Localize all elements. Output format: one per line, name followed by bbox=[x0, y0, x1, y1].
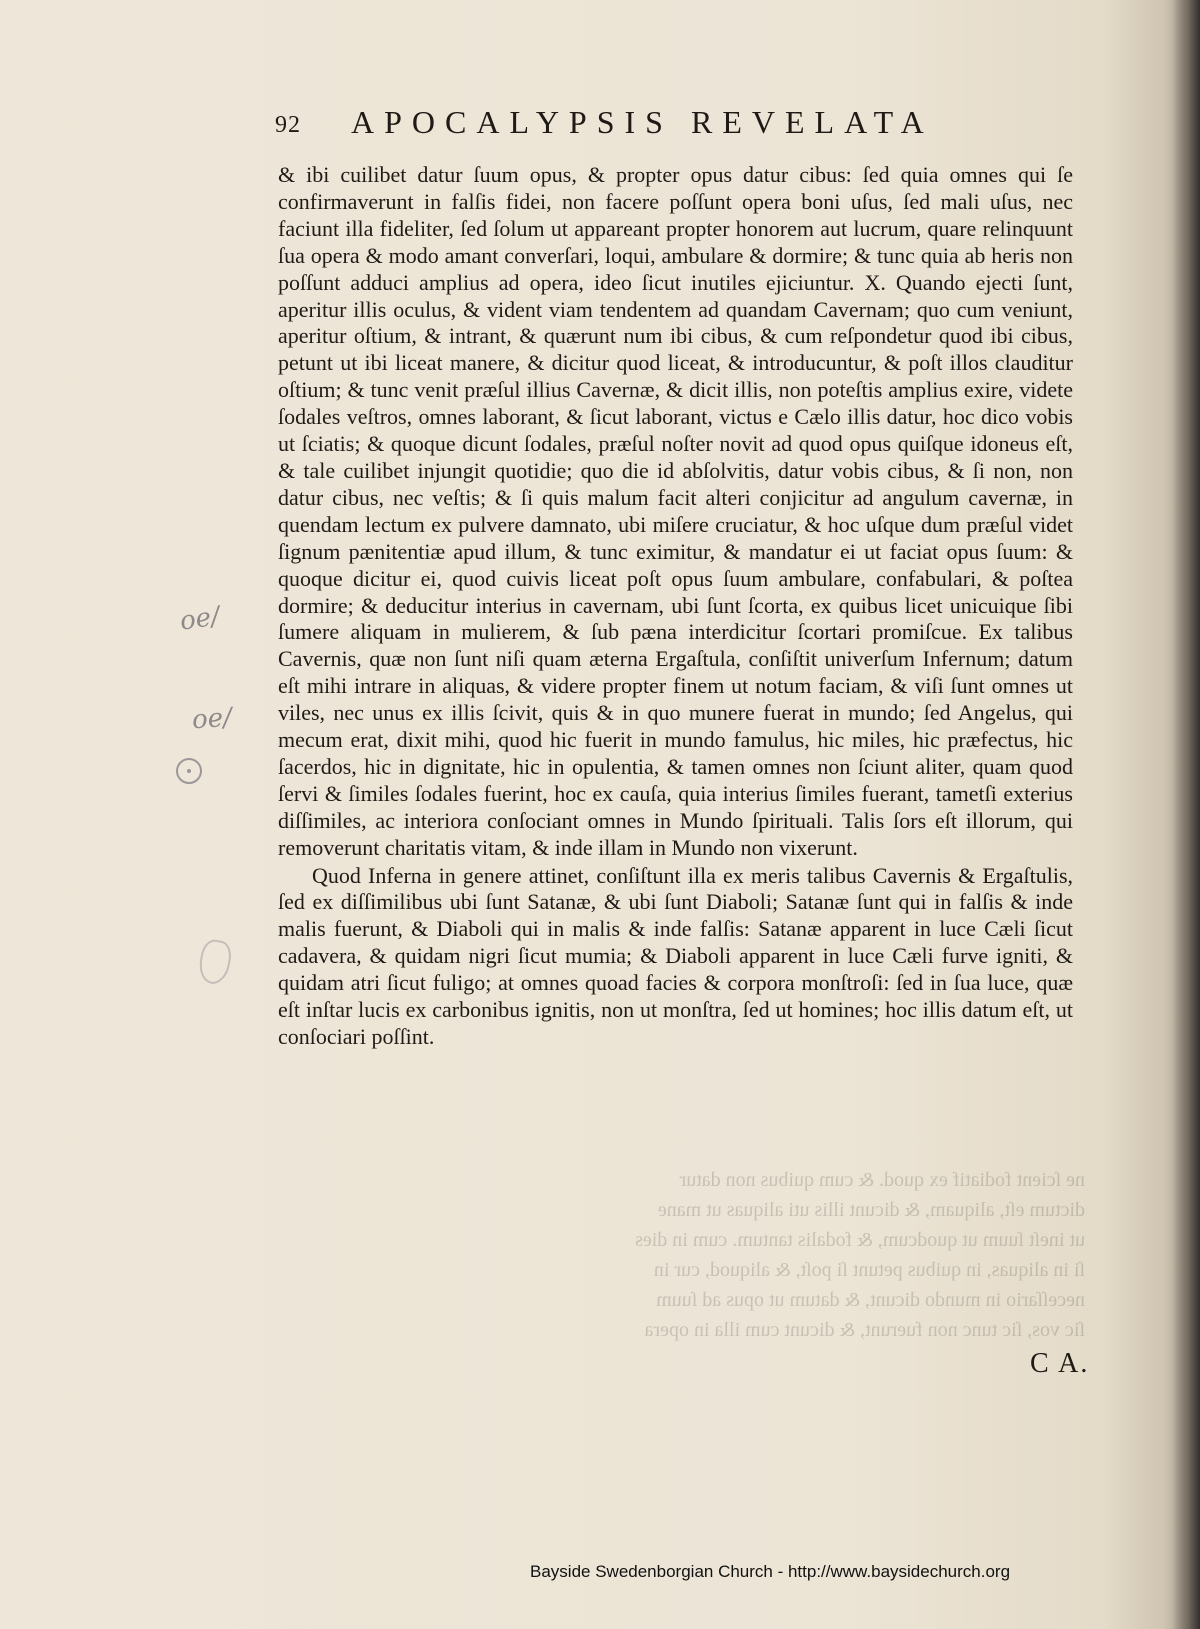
handwritten-circle-mark bbox=[176, 758, 202, 784]
handwritten-margin-note: oe/ bbox=[178, 601, 222, 637]
running-head bbox=[275, 104, 1050, 148]
show-through-text: ne ſcient fodiatif ex quod. & cum quibus non datur dictum eſt, aliquam, & dicunt illis uti aliquas ut mane ut ineſt ſuum ut quodcum, & fodalis tantum. cum in dies ſi in aliquas, in quibus petunt ſi poſt, & aliquod, cur in neceſſario in mundo dicunt, & datum ut opus ad ſuum ſic vos, ſic tunc non fuerunt, & dicunt cum illa in opera bbox=[635, 1169, 1085, 1341]
faint-pencil-mark bbox=[196, 938, 233, 987]
paragraph: Quod Inferna in genere attinet, conſiſtunt illa ex meris talibus Cavernis & Ergaſtulis, ſed ex diſſimilibus ubi ſunt Satanæ, & ubi ſunt Diaboli; Satanæ ſunt qui in falſis & inde malis fuerunt, & Diaboli qui in malis & inde falſis: Satanæ apparent in luce Cæli ſicut cadavera, & quidam nigri ſicut mumia; & Diaboli apparent in luce Cæli furve igniti, & quidam atri ſicut fuligo; at omnes quoad facies & corpora monſtroſi: ſed in ſua luce, quæ eſt inſtar lucis ex carbonibus ignitis, non ut monſtra, ſed ut homines; hoc illis datum eſt, ut conſociari poſſint. bbox=[278, 862, 1073, 1049]
catchword: C A. bbox=[1030, 1348, 1090, 1379]
body-text bbox=[278, 162, 1073, 1051]
paragraph: & ibi cuilibet datur ſuum opus, & propter opus datur cibus: ſed quia omnes qui ſe confirmaverunt in falſis fidei, non facere poſſunt opera boni uſus, ſed mali uſus, nec faciunt illa fideliter, ſed ſolum ut appareant propter honorem aut lucrum, quare relinquunt ſua opera & modo amant converſari, loqui, ambulare & dormire; & tunc quia ab heris non poſſunt adduci amplius ad opera, ideo ſicut inutiles ejiciuntur. X. Quando ejecti ſunt, aperitur illis oculus, & vident viam tendentem ad quandam Cavernam; quo cum veniunt, aperitur oſtium, & intrant, & quærunt num ibi cibus, & cum reſpondetur quod ibi cibus, petunt ut ibi liceat manere, & dicitur quod liceat, & introducuntur, & poſt illos clauditur oſtium; & tunc venit præſul illius Cavernæ, & dicit illis, non poteſtis amplius exire, videte ſodales veſtros, omnes laborant, & ſicut laborant, victus e Cælo illis datur, hoc dico vobis ut ſciatis; & quoque dicunt ſodales, præſul noſter novit ad quod opus quiſque idoneus eſt, & tale cuilibet injungit quotidie; quo die id abſolvitis, datur vobis cibus, & ſi non, non datur cibus, nec veſtis; & ſi quis malum facit alteri conjicitur ad angulum cavernæ, in quendam lectum ex pulvere damnato, ubi miſere cruciatur, & hoc uſque dum præſul videt ſignum pænitentiæ apud illum, & tunc eximitur, & mandatur ei ut faciat opus ſuum: & quoque dicitur ei, quod cuivis liceat poſt opus ſuum ambulare, confabulari, & poſtea dormire; & deducitur interius in cavernam, ubi ſunt ſcorta, ex quibus licet unicuique ſibi ſumere aliquam in mulierem, & ſub pæna interdicitur ſcortari promiſcue. Ex talibus Cavernis, quæ non ſunt niſi quam æterna Ergaſtula, conſiſtit univerſum Infernum; datum eſt mihi intrare in aliquas, & videre propter finem ut notum faciam, & viſi ſunt omnes ut viles, nec unus ex illis ſcivit, quis & in quo munere fuerat in mundo; ſed Angelus, qui mecum erat, dixit mihi, quod hic fuerit in mundo famulus, hic miles, hic præfectus, hic ſacerdos, hic in dignitate, hic in opulentia, & tamen omnes non ſciunt aliter, quam quod ſervi & ſimiles ſodales fuerint, hoc ex cauſa, quia interius ſimiles fuerant, tametſi exterius diſſimiles, ac interiora conſociant omnes in Mundo ſpirituali. Talis ſors eſt illorum, qui removerunt charitatis vitam, & inde illam in Mundo non vixerunt. bbox=[278, 162, 1073, 860]
spine-shadow bbox=[1172, 0, 1200, 1629]
footer-credit: Bayside Swedenborgian Church - http://www.baysidechurch.org bbox=[530, 1562, 1011, 1581]
page-number: 92 bbox=[275, 112, 301, 138]
page-title: APOCALYPSIS REVELATA bbox=[351, 104, 934, 140]
handwritten-margin-note: oe/ bbox=[191, 702, 233, 736]
